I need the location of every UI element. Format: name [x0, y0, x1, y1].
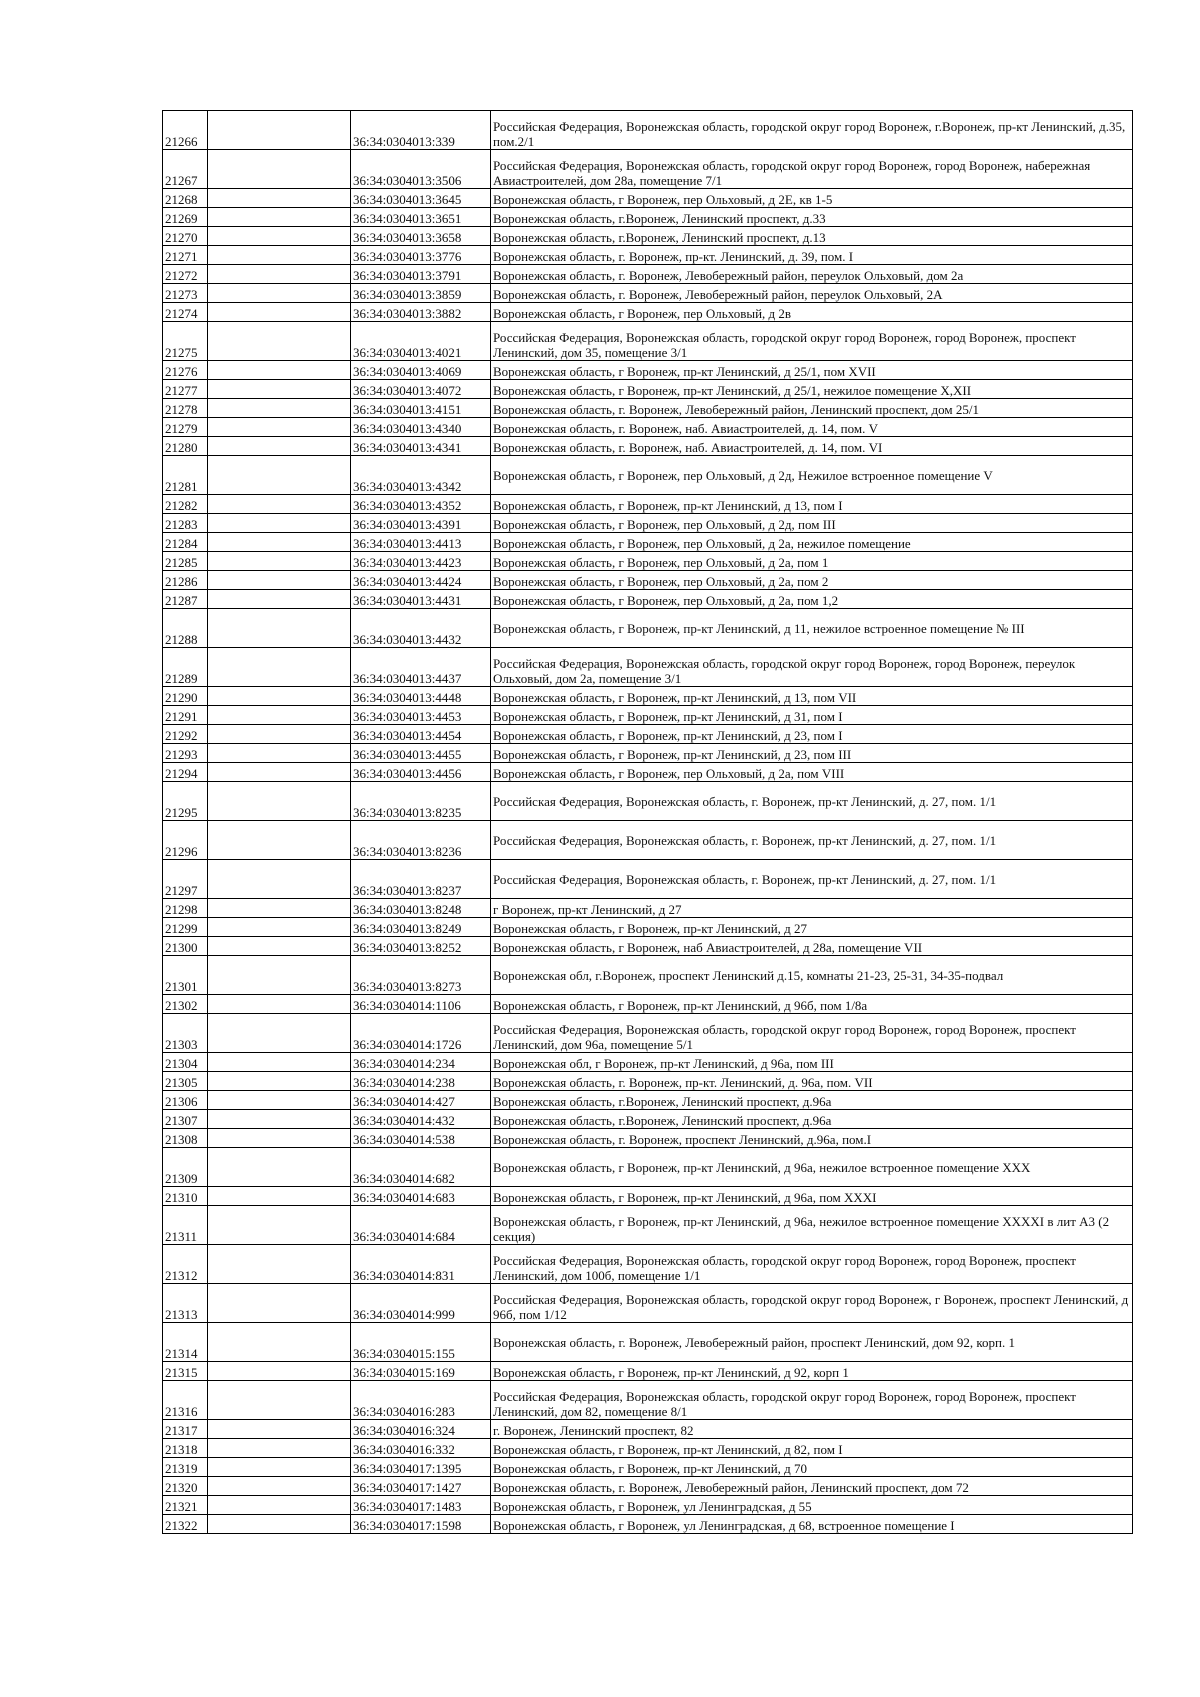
cadastral-number-cell: 36:34:0304013:3651 [351, 208, 491, 227]
cadastral-number-cell: 36:34:0304013:4069 [351, 361, 491, 380]
empty-cell [208, 744, 351, 763]
empty-cell [208, 1110, 351, 1129]
address-cell: Воронежская область, г. Воронеж, наб. Авиастроителей, д. 14, пом. V [491, 418, 1133, 437]
cadastral-number-cell: 36:34:0304015:155 [351, 1323, 491, 1362]
cadastral-number-cell: 36:34:0304013:3859 [351, 284, 491, 303]
cadastral-number-cell: 36:34:0304017:1427 [351, 1477, 491, 1496]
empty-cell [208, 418, 351, 437]
row-number-cell: 21294 [163, 763, 208, 782]
address-cell: Воронежская область, г Воронеж, пр-кт Ленинский, д 96б, пом 1/8а [491, 995, 1133, 1014]
address-cell: Российская Федерация, Воронежская область, городской округ город Воронеж, г Воронеж, проспект Ленинский, д 96б, пом 1/12 [491, 1284, 1133, 1323]
table-row [163, 1187, 1133, 1206]
address-cell: Воронежская область, г. Воронеж, Левобережный район, Ленинский проспект, дом 72 [491, 1477, 1133, 1496]
address-cell: Российская Федерация, Воронежская область, городской округ город Воронеж, город Воронеж, набережная Авиастроителей, дом 28а, помещение 7/1 [491, 150, 1133, 189]
address-cell: г. Воронеж, Ленинский проспект, 82 [491, 1420, 1133, 1439]
empty-cell [208, 552, 351, 571]
row-number-cell: 21320 [163, 1477, 208, 1496]
row-number-cell: 21308 [163, 1129, 208, 1148]
row-number-cell: 21278 [163, 399, 208, 418]
table-row [163, 150, 1133, 189]
empty-cell [208, 1496, 351, 1515]
empty-cell [208, 361, 351, 380]
empty-cell [208, 1072, 351, 1091]
cadastral-number-cell: 36:34:0304013:4151 [351, 399, 491, 418]
row-number-cell: 21300 [163, 937, 208, 956]
table-row [163, 763, 1133, 782]
address-cell: Воронежская область, г Воронеж, пр-кт Ленинский, д 27 [491, 918, 1133, 937]
empty-cell [208, 1014, 351, 1053]
cadastral-number-cell: 36:34:0304013:4456 [351, 763, 491, 782]
table-row [163, 246, 1133, 265]
empty-cell [208, 246, 351, 265]
empty-cell [208, 706, 351, 725]
table-row [163, 1091, 1133, 1110]
cadastral-number-cell: 36:34:0304014:999 [351, 1284, 491, 1323]
table-row [163, 1420, 1133, 1439]
empty-cell [208, 937, 351, 956]
row-number-cell: 21297 [163, 860, 208, 899]
address-cell: Воронежская область, г. Воронеж, наб. Авиастроителей, д. 14, пом. VI [491, 437, 1133, 456]
table-row [163, 899, 1133, 918]
row-number-cell: 21275 [163, 322, 208, 361]
table-row [163, 648, 1133, 687]
address-cell: Воронежская область, г Воронеж, пр-кт Ленинский, д 96а, нежилое встроенное помещение XXXXI в лит А3 (2 секция) [491, 1206, 1133, 1245]
cadastral-number-cell: 36:34:0304013:4455 [351, 744, 491, 763]
address-cell: Воронежская обл, г Воронеж, пр-кт Ленинский, д 96а, пом III [491, 1053, 1133, 1072]
row-number-cell: 21307 [163, 1110, 208, 1129]
empty-cell [208, 1458, 351, 1477]
address-cell: Воронежская область, г Воронеж, наб Авиастроителей, д 28а, помещение VII [491, 937, 1133, 956]
row-number-cell: 21270 [163, 227, 208, 246]
address-cell: Воронежская область, г Воронеж, пер Ольховый, д 2а, пом 1,2 [491, 590, 1133, 609]
row-number-cell: 21279 [163, 418, 208, 437]
table-row [163, 956, 1133, 995]
row-number-cell: 21318 [163, 1439, 208, 1458]
cadastral-number-cell: 36:34:0304014:682 [351, 1148, 491, 1187]
cadastral-number-cell: 36:34:0304013:4432 [351, 609, 491, 648]
table-row [163, 725, 1133, 744]
table-row [163, 706, 1133, 725]
row-number-cell: 21299 [163, 918, 208, 937]
table-row [163, 418, 1133, 437]
row-number-cell: 21309 [163, 1148, 208, 1187]
cadastral-number-cell: 36:34:0304013:4453 [351, 706, 491, 725]
row-number-cell: 21316 [163, 1381, 208, 1420]
cadastral-number-cell: 36:34:0304013:4423 [351, 552, 491, 571]
table-row [163, 609, 1133, 648]
cadastral-number-cell: 36:34:0304014:683 [351, 1187, 491, 1206]
empty-cell [208, 1206, 351, 1245]
table-row [163, 437, 1133, 456]
empty-cell [208, 571, 351, 590]
row-number-cell: 21286 [163, 571, 208, 590]
empty-cell [208, 227, 351, 246]
cadastral-number-cell: 36:34:0304013:4340 [351, 418, 491, 437]
row-number-cell: 21277 [163, 380, 208, 399]
row-number-cell: 21268 [163, 189, 208, 208]
table-row [163, 361, 1133, 380]
address-cell: Воронежская область, г Воронеж, пер Ольховый, д 2а, нежилое помещение [491, 533, 1133, 552]
table-row [163, 322, 1133, 361]
table-row [163, 265, 1133, 284]
table-row [163, 995, 1133, 1014]
address-cell: Воронежская область, г Воронеж, пр-кт Ленинский, д 70 [491, 1458, 1133, 1477]
empty-cell [208, 1187, 351, 1206]
empty-cell [208, 956, 351, 995]
row-number-cell: 21311 [163, 1206, 208, 1245]
address-cell: Воронежская область, г Воронеж, пр-кт Ленинский, д 13, пом I [491, 495, 1133, 514]
empty-cell [208, 687, 351, 706]
empty-cell [208, 1420, 351, 1439]
table-row [163, 227, 1133, 246]
registry-table [162, 110, 1133, 1534]
table-row [163, 1072, 1133, 1091]
row-number-cell: 21313 [163, 1284, 208, 1323]
empty-cell [208, 648, 351, 687]
cadastral-number-cell: 36:34:0304014:1106 [351, 995, 491, 1014]
row-number-cell: 21293 [163, 744, 208, 763]
address-cell: Воронежская область, г. Воронеж, пр-кт. Ленинский, д. 39, пом. I [491, 246, 1133, 265]
empty-cell [208, 1381, 351, 1420]
row-number-cell: 21267 [163, 150, 208, 189]
address-cell: Воронежская область, г Воронеж, пер Ольховый, д 2а, пом 2 [491, 571, 1133, 590]
cadastral-number-cell: 36:34:0304013:4448 [351, 687, 491, 706]
row-number-cell: 21287 [163, 590, 208, 609]
address-cell: Воронежская область, г. Воронеж, Левобережный район, переулок Ольховый, 2А [491, 284, 1133, 303]
empty-cell [208, 899, 351, 918]
row-number-cell: 21301 [163, 956, 208, 995]
empty-cell [208, 1129, 351, 1148]
address-cell: Российская Федерация, Воронежская область, г. Воронеж, пр-кт Ленинский, д. 27, пом. 1/1 [491, 782, 1133, 821]
table-row [163, 284, 1133, 303]
row-number-cell: 21289 [163, 648, 208, 687]
row-number-cell: 21322 [163, 1515, 208, 1534]
table-row [163, 1381, 1133, 1420]
address-cell: Воронежская область, г. Воронеж, проспект Ленинский, д.96а, пом.I [491, 1129, 1133, 1148]
address-cell: Воронежская область, г. Воронеж, Левобережный район, проспект Ленинский, дом 92, корп. 1 [491, 1323, 1133, 1362]
address-cell: г Воронеж, пр-кт Ленинский, д 27 [491, 899, 1133, 918]
empty-cell [208, 514, 351, 533]
address-cell: Воронежская область, г Воронеж, пер Ольховый, д 2а, пом 1 [491, 552, 1133, 571]
cadastral-number-cell: 36:34:0304013:4342 [351, 456, 491, 495]
table-row [163, 189, 1133, 208]
row-number-cell: 21274 [163, 303, 208, 322]
empty-cell [208, 1284, 351, 1323]
address-cell: Воронежская область, г Воронеж, пр-кт Ленинский, д 96а, пом XXXI [491, 1187, 1133, 1206]
row-number-cell: 21319 [163, 1458, 208, 1477]
address-cell: Воронежская область, г Воронеж, пр-кт Ленинский, д 96а, нежилое встроенное помещение XXX [491, 1148, 1133, 1187]
empty-cell [208, 303, 351, 322]
empty-cell [208, 782, 351, 821]
row-number-cell: 21298 [163, 899, 208, 918]
cadastral-number-cell: 36:34:0304014:238 [351, 1072, 491, 1091]
empty-cell [208, 111, 351, 150]
empty-cell [208, 533, 351, 552]
row-number-cell: 21291 [163, 706, 208, 725]
empty-cell [208, 284, 351, 303]
cadastral-number-cell: 36:34:0304013:8235 [351, 782, 491, 821]
table-row [163, 1515, 1133, 1534]
table-row [163, 1148, 1133, 1187]
address-cell: Воронежская область, г Воронеж, пр-кт Ленинский, д 13, пом VII [491, 687, 1133, 706]
row-number-cell: 21304 [163, 1053, 208, 1072]
address-cell: Российская Федерация, Воронежская область, городской округ город Воронеж, город Воронеж, переулок Ольховый, дом 2а, помещение 3/1 [491, 648, 1133, 687]
cadastral-number-cell: 36:34:0304013:4352 [351, 495, 491, 514]
address-cell: Воронежская область, г Воронеж, пер Ольховый, д 2а, пом VIII [491, 763, 1133, 782]
registry-table-body [163, 111, 1133, 1534]
empty-cell [208, 860, 351, 899]
empty-cell [208, 150, 351, 189]
table-row [163, 1014, 1133, 1053]
cadastral-number-cell: 36:34:0304015:169 [351, 1362, 491, 1381]
address-cell: Воронежская область, г Воронеж, пр-кт Ленинский, д 23, пом I [491, 725, 1133, 744]
cadastral-number-cell: 36:34:0304013:4391 [351, 514, 491, 533]
empty-cell [208, 322, 351, 361]
cadastral-number-cell: 36:34:0304013:4454 [351, 725, 491, 744]
address-cell: Воронежская область, г.Воронеж, Ленинский проспект, д.33 [491, 208, 1133, 227]
table-row [163, 571, 1133, 590]
cadastral-number-cell: 36:34:0304016:283 [351, 1381, 491, 1420]
cadastral-number-cell: 36:34:0304013:4072 [351, 380, 491, 399]
cadastral-number-cell: 36:34:0304013:3645 [351, 189, 491, 208]
cadastral-number-cell: 36:34:0304013:4437 [351, 648, 491, 687]
address-cell: Воронежская область, г.Воронеж, Ленинский проспект, д.13 [491, 227, 1133, 246]
table-row [163, 456, 1133, 495]
table-row [163, 687, 1133, 706]
empty-cell [208, 208, 351, 227]
empty-cell [208, 1477, 351, 1496]
cadastral-number-cell: 36:34:0304013:3882 [351, 303, 491, 322]
empty-cell [208, 1439, 351, 1458]
table-row [163, 590, 1133, 609]
row-number-cell: 21281 [163, 456, 208, 495]
cadastral-number-cell: 36:34:0304013:339 [351, 111, 491, 150]
table-row [163, 860, 1133, 899]
table-row [163, 1129, 1133, 1148]
table-row [163, 552, 1133, 571]
address-cell: Воронежская область, г Воронеж, пр-кт Ленинский, д 23, пом III [491, 744, 1133, 763]
table-row [163, 937, 1133, 956]
row-number-cell: 21321 [163, 1496, 208, 1515]
row-number-cell: 21273 [163, 284, 208, 303]
table-row [163, 111, 1133, 150]
cadastral-number-cell: 36:34:0304014:432 [351, 1110, 491, 1129]
empty-cell [208, 995, 351, 1014]
cadastral-number-cell: 36:34:0304013:3791 [351, 265, 491, 284]
empty-cell [208, 590, 351, 609]
cadastral-number-cell: 36:34:0304017:1483 [351, 1496, 491, 1515]
row-number-cell: 21303 [163, 1014, 208, 1053]
cadastral-number-cell: 36:34:0304013:8252 [351, 937, 491, 956]
cadastral-number-cell: 36:34:0304017:1395 [351, 1458, 491, 1477]
cadastral-number-cell: 36:34:0304017:1598 [351, 1515, 491, 1534]
address-cell: Российская Федерация, Воронежская область, городской округ город Воронеж, город Воронеж, проспект Ленинский, дом 96а, помещение 5/1 [491, 1014, 1133, 1053]
row-number-cell: 21317 [163, 1420, 208, 1439]
empty-cell [208, 265, 351, 284]
address-cell: Российская Федерация, Воронежская область, городской округ город Воронеж, город Воронеж, проспект Ленинский, дом 82, помещение 8/1 [491, 1381, 1133, 1420]
row-number-cell: 21302 [163, 995, 208, 1014]
empty-cell [208, 1323, 351, 1362]
row-number-cell: 21296 [163, 821, 208, 860]
address-cell: Воронежская область, г. Воронеж, Левобережный район, Ленинский проспект, дом 25/1 [491, 399, 1133, 418]
cadastral-number-cell: 36:34:0304013:8237 [351, 860, 491, 899]
row-number-cell: 21315 [163, 1362, 208, 1381]
row-number-cell: 21312 [163, 1245, 208, 1284]
empty-cell [208, 918, 351, 937]
row-number-cell: 21266 [163, 111, 208, 150]
cadastral-number-cell: 36:34:0304013:8273 [351, 956, 491, 995]
empty-cell [208, 725, 351, 744]
cadastral-number-cell: 36:34:0304013:4424 [351, 571, 491, 590]
address-cell: Воронежская область, г Воронеж, пр-кт Ленинский, д 82, пом I [491, 1439, 1133, 1458]
address-cell: Воронежская область, г Воронеж, пр-кт Ленинский, д 25/1, нежилое помещение X,XII [491, 380, 1133, 399]
address-cell: Воронежская область, г Воронеж, пер Ольховый, д 2в [491, 303, 1133, 322]
cadastral-number-cell: 36:34:0304016:332 [351, 1439, 491, 1458]
address-cell: Воронежская обл, г.Воронеж, проспект Ленинский д.15, комнаты 21-23, 25-31, 34-35-подвал [491, 956, 1133, 995]
table-row [163, 399, 1133, 418]
address-cell: Воронежская область, г.Воронеж, Ленинский проспект, д.96а [491, 1091, 1133, 1110]
address-cell: Воронежская область, г Воронеж, пр-кт Ленинский, д 11, нежилое встроенное помещение № III [491, 609, 1133, 648]
empty-cell [208, 380, 351, 399]
row-number-cell: 21306 [163, 1091, 208, 1110]
table-row [163, 1439, 1133, 1458]
table-row [163, 1206, 1133, 1245]
address-cell: Воронежская область, г Воронеж, пер Ольховый, д 2Е, кв 1-5 [491, 189, 1133, 208]
row-number-cell: 21292 [163, 725, 208, 744]
table-row [163, 1110, 1133, 1129]
table-row [163, 495, 1133, 514]
empty-cell [208, 1053, 351, 1072]
address-cell: Российская Федерация, Воронежская область, городской округ город Воронеж, г.Воронеж, пр-кт Ленинский, д.35, пом.2/1 [491, 111, 1133, 150]
table-row [163, 744, 1133, 763]
empty-cell [208, 437, 351, 456]
table-row [163, 1053, 1133, 1072]
row-number-cell: 21310 [163, 1187, 208, 1206]
empty-cell [208, 1515, 351, 1534]
cadastral-number-cell: 36:34:0304013:4341 [351, 437, 491, 456]
address-cell: Воронежская область, г Воронеж, пер Ольховый, д 2д, пом III [491, 514, 1133, 533]
row-number-cell: 21276 [163, 361, 208, 380]
row-number-cell: 21272 [163, 265, 208, 284]
row-number-cell: 21288 [163, 609, 208, 648]
address-cell: Воронежская область, г. Воронеж, Левобережный район, переулок Ольховый, дом 2а [491, 265, 1133, 284]
address-cell: Воронежская область, г Воронеж, пер Ольховый, д 2д, Нежилое встроенное помещение V [491, 456, 1133, 495]
row-number-cell: 21284 [163, 533, 208, 552]
row-number-cell: 21305 [163, 1072, 208, 1091]
table-row [163, 1362, 1133, 1381]
table-row [163, 514, 1133, 533]
row-number-cell: 21285 [163, 552, 208, 571]
table-row [163, 380, 1133, 399]
table-row [163, 782, 1133, 821]
table-row [163, 1458, 1133, 1477]
row-number-cell: 21295 [163, 782, 208, 821]
cadastral-number-cell: 36:34:0304013:3506 [351, 150, 491, 189]
cadastral-number-cell: 36:34:0304013:8236 [351, 821, 491, 860]
row-number-cell: 21283 [163, 514, 208, 533]
table-row [163, 821, 1133, 860]
table-row [163, 1245, 1133, 1284]
cadastral-number-cell: 36:34:0304014:538 [351, 1129, 491, 1148]
table-row [163, 208, 1133, 227]
row-number-cell: 21282 [163, 495, 208, 514]
address-cell: Российская Федерация, Воронежская область, г. Воронеж, пр-кт Ленинский, д. 27, пом. 1/1 [491, 860, 1133, 899]
empty-cell [208, 1245, 351, 1284]
cadastral-number-cell: 36:34:0304014:234 [351, 1053, 491, 1072]
address-cell: Российская Федерация, Воронежская область, г. Воронеж, пр-кт Ленинский, д. 27, пом. 1/1 [491, 821, 1133, 860]
empty-cell [208, 495, 351, 514]
table-row [163, 533, 1133, 552]
empty-cell [208, 189, 351, 208]
address-cell: Российская Федерация, Воронежская область, городской округ город Воронеж, город Воронеж, проспект Ленинский, дом 35, помещение 3/1 [491, 322, 1133, 361]
cadastral-number-cell: 36:34:0304013:8249 [351, 918, 491, 937]
address-cell: Воронежская область, г.Воронеж, Ленинский проспект, д.96а [491, 1110, 1133, 1129]
address-cell: Воронежская область, г Воронеж, ул Ленинградская, д 55 [491, 1496, 1133, 1515]
table-row [163, 303, 1133, 322]
empty-cell [208, 456, 351, 495]
row-number-cell: 21271 [163, 246, 208, 265]
cadastral-number-cell: 36:34:0304013:4431 [351, 590, 491, 609]
row-number-cell: 21314 [163, 1323, 208, 1362]
empty-cell [208, 763, 351, 782]
cadastral-number-cell: 36:34:0304013:8248 [351, 899, 491, 918]
cadastral-number-cell: 36:34:0304013:4413 [351, 533, 491, 552]
cadastral-number-cell: 36:34:0304013:3776 [351, 246, 491, 265]
empty-cell [208, 821, 351, 860]
address-cell: Воронежская область, г Воронеж, пр-кт Ленинский, д 92, корп 1 [491, 1362, 1133, 1381]
cadastral-number-cell: 36:34:0304014:831 [351, 1245, 491, 1284]
address-cell: Воронежская область, г. Воронеж, пр-кт. Ленинский, д. 96а, пом. VII [491, 1072, 1133, 1091]
cadastral-number-cell: 36:34:0304014:1726 [351, 1014, 491, 1053]
row-number-cell: 21269 [163, 208, 208, 227]
address-cell: Российская Федерация, Воронежская область, городской округ город Воронеж, город Воронеж, проспект Ленинский, дом 100б, помещение 1/1 [491, 1245, 1133, 1284]
empty-cell [208, 1148, 351, 1187]
cadastral-number-cell: 36:34:0304014:427 [351, 1091, 491, 1110]
cadastral-number-cell: 36:34:0304014:684 [351, 1206, 491, 1245]
row-number-cell: 21280 [163, 437, 208, 456]
address-cell: Воронежская область, г Воронеж, пр-кт Ленинский, д 31, пом I [491, 706, 1133, 725]
table-row [163, 1323, 1133, 1362]
empty-cell [208, 1362, 351, 1381]
cadastral-number-cell: 36:34:0304013:4021 [351, 322, 491, 361]
address-cell: Воронежская область, г Воронеж, ул Ленинградская, д 68, встроенное помещение I [491, 1515, 1133, 1534]
empty-cell [208, 1091, 351, 1110]
table-row [163, 918, 1133, 937]
table-row [163, 1477, 1133, 1496]
empty-cell [208, 399, 351, 418]
table-row [163, 1284, 1133, 1323]
cadastral-number-cell: 36:34:0304016:324 [351, 1420, 491, 1439]
table-row [163, 1496, 1133, 1515]
cadastral-number-cell: 36:34:0304013:3658 [351, 227, 491, 246]
row-number-cell: 21290 [163, 687, 208, 706]
empty-cell [208, 609, 351, 648]
address-cell: Воронежская область, г Воронеж, пр-кт Ленинский, д 25/1, пом XVII [491, 361, 1133, 380]
